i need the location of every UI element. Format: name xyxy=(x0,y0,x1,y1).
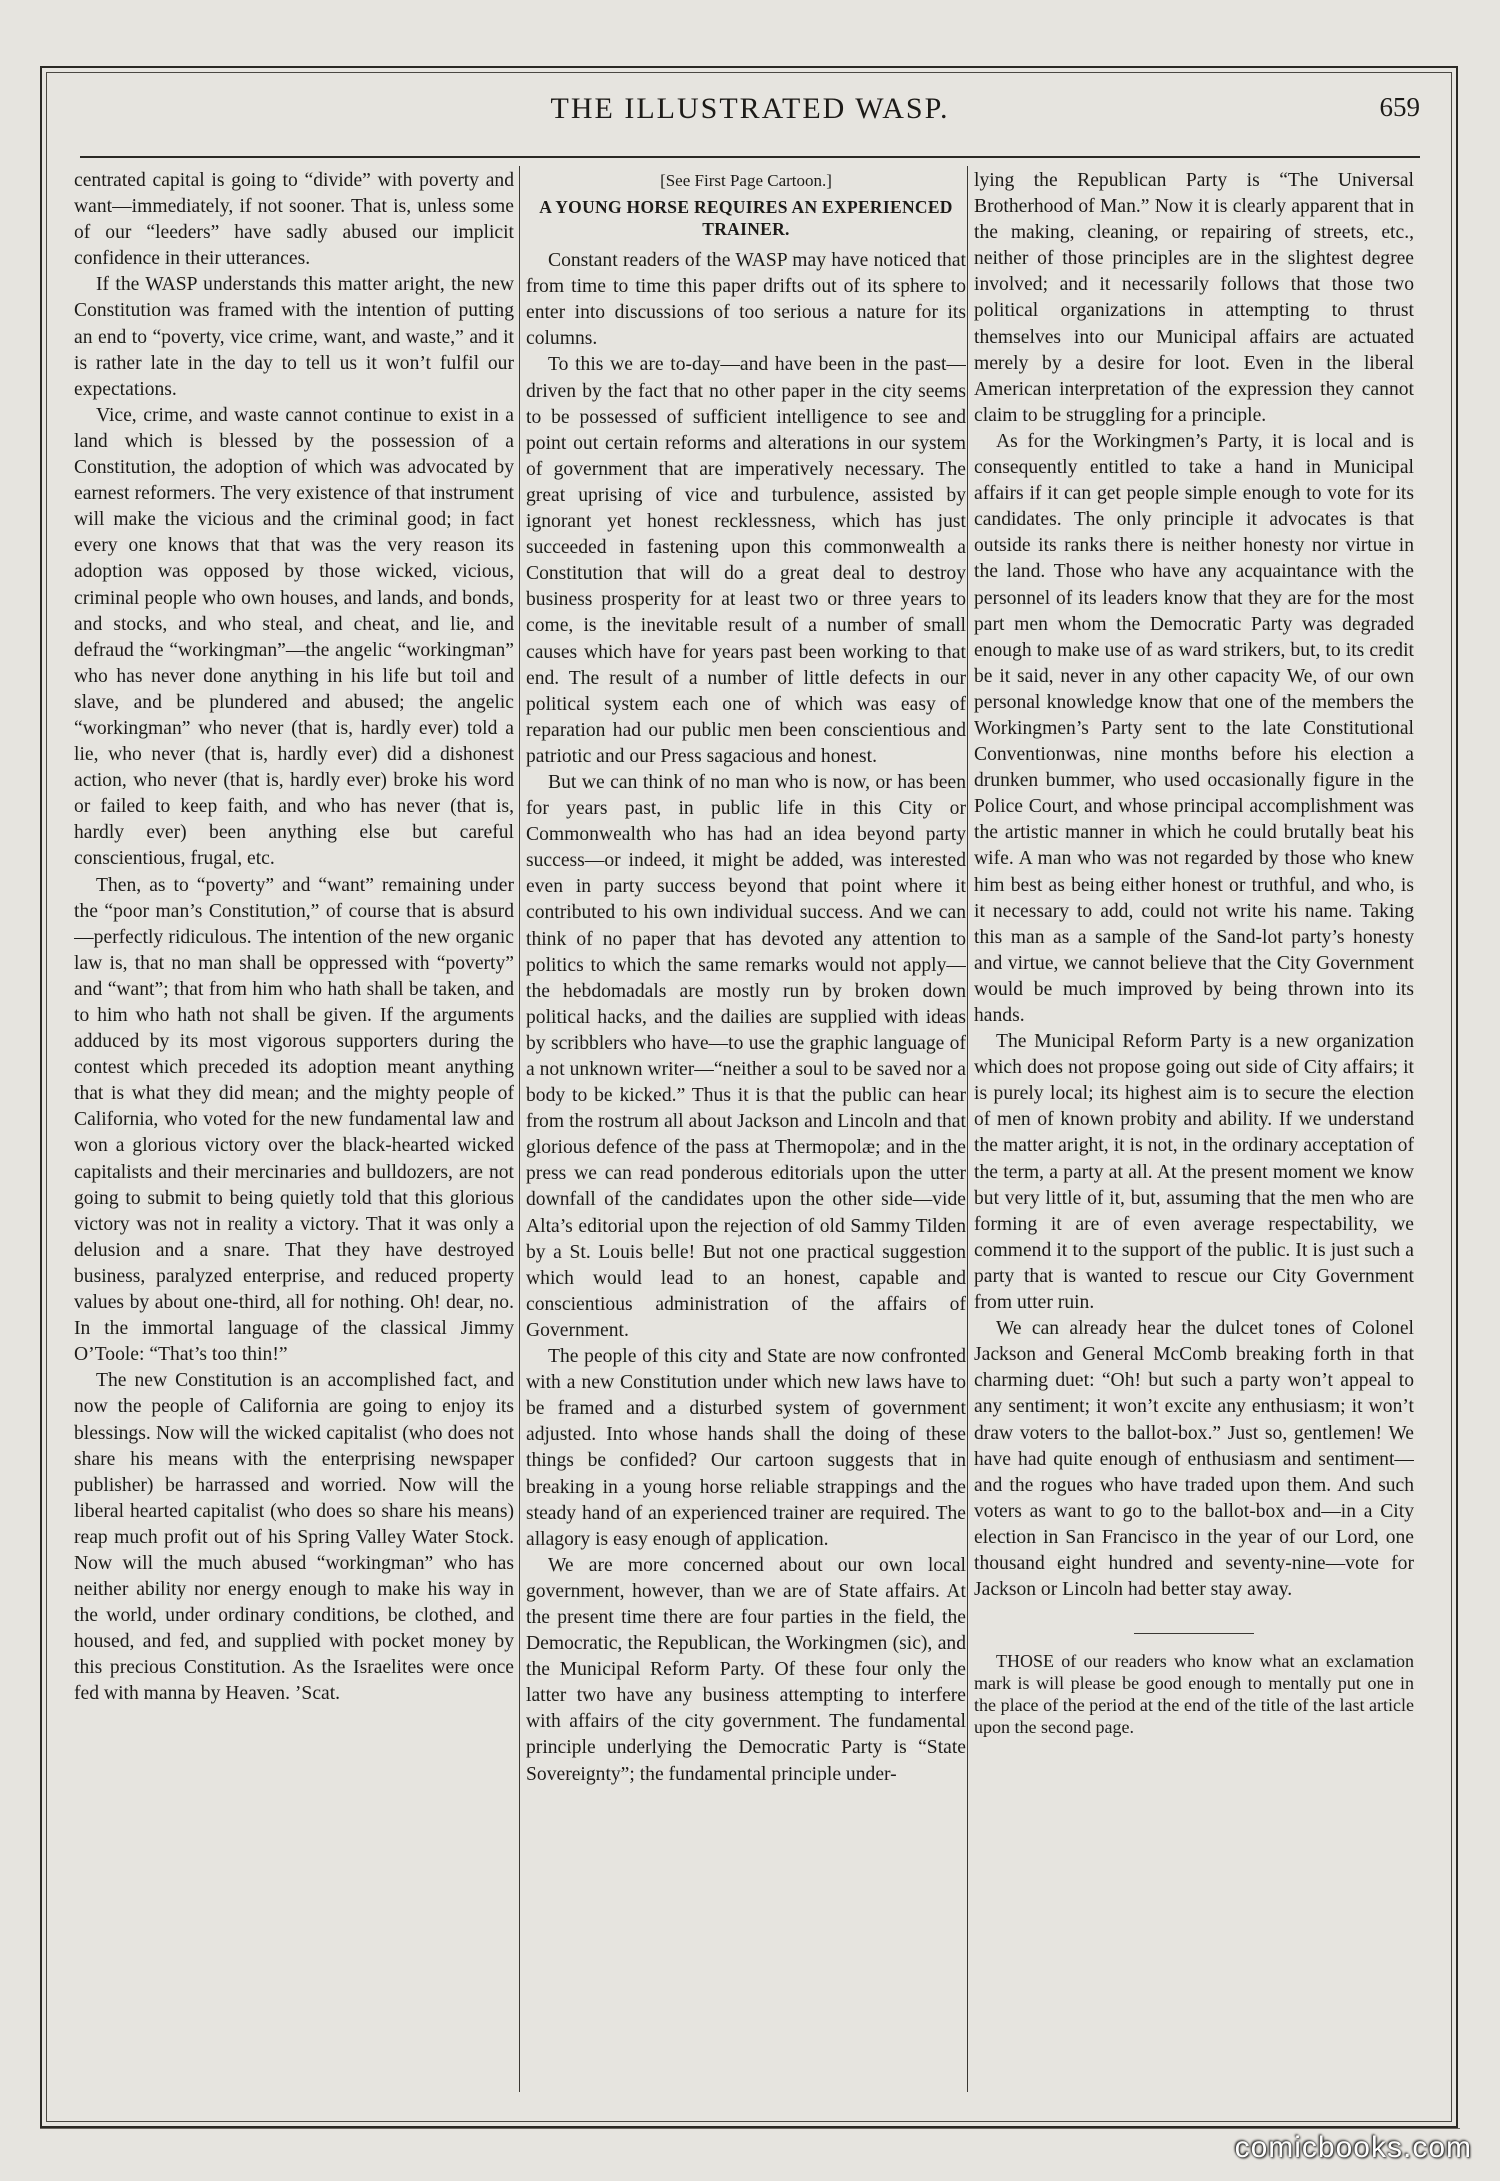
paragraph: We are more concerned about our own local government, however, than we are of State affairs. At the present time there are four parties in the field, the Democratic, the Republican, the Workingmen (sic), and the Municipal Reform Party. Of these four only the latter two have any business attempting to interfere with affairs of the city government. The fundamental principle underlying the Democratic Party is “State Sovereignty”; the fundamental principle under- xyxy=(526,1554,966,1785)
editorial-note: THOSE of our readers who know what an exclamation mark is will please be good enough to mentally put one in the place of the period at the end of the title of the last article upon the second page. xyxy=(974,1651,1414,1738)
paragraph: Then, as to “poverty” and “want” remaining under the “poor man’s Constitution,” of course that is absurd—perfectly ridiculous. The intention of the new organic law is, that no man shall be oppressed with “poverty” and “want”; that from him who hath shall be taken, and to him who hath not shall be given. If the arguments adduced by its most vigorous supporters during the contest which preceded its adoption meant anything that is what they did mean; and the mighty people of California, who voted for the new fundamental law and won a glorious victory over the black-hearted wicked capitalists and their mercinaries and bulldozers, are not going to submit to being quietly told that this glorious victory was not in reality a victory. That it was only a delusion and a snare. That they have destroyed business, paralyzed enterprise, and reduced property values by about one-third, all for nothing. Oh! dear, no. In the immortal language of the classical Jimmy O’Toole: “That’s too thin!” xyxy=(74,874,514,1366)
page-number: 659 xyxy=(1379,92,1420,122)
bottom-rule xyxy=(40,2128,1460,2129)
column-divider-1 xyxy=(519,166,520,2092)
article-headline: A YOUNG HORSE REQUIRES AN EXPERIENCED TRAINER. xyxy=(539,197,953,240)
paragraph: centrated capital is going to “divide” with poverty and want—immediately, if not sooner. That is, unless some of our “leeders” have sadly abused our implicit confidence in their utterances. xyxy=(74,170,514,270)
column-divider-2 xyxy=(967,166,968,2092)
column-2 xyxy=(526,168,966,2088)
publication-title: THE ILLUSTRATED WASP. xyxy=(550,92,950,125)
paragraph: We can already hear the dulcet tones of Colonel Jackson and General McComb breaking forth in that charming duet: “Oh! but such a party won’t appeal to any sentiment; it won’t excite any enthusiasm; it won’t draw voters to the ballot-box.” Just so, gentlemen! We have had quite enough of enthusiasm and sentiment—and the rogues who have traded upon them. And such voters as want to go to the ballot-box and—in a City election in San Francisco in the year of our Lord, one thousand eight hundred and seventy-nine—vote for Jackson or Lincoln had better stay away. xyxy=(974,1318,1414,1601)
column-1 xyxy=(74,168,514,2088)
paragraph: As for the Workingmen’s Party, it is local and is consequently entitled to take a hand in Municipal affairs if it can get people simple enough to vote for its candidates. The only principle it advocates is that outside its ranks there is neither honesty nor virtue in the land. Those who have any acquaintance with the personnel of its leaders know that they are for the most part men whom the Democratic Party was degraded enough to make use of as ward strikers, but, to its credit be it said, never in any other capacity We, of our own personal knowledge know that one of the members the Workingmen’s Party sent to the late Constitutional Conventionwas, nine months before his election a drunken bummer, who used occasionally figure in the Police Court, and whose principal accomplishment was the artistic manner in which he could brutally beat his wife. A man who was not regarded by those who knew him best as being either honest or truthful, and who, is it necessary to add, could not write his name. Taking this man as a sample of the Sand-lot party’s honesty and virtue, we cannot believe that the City Government would be much improved by being thrown into its hands. xyxy=(974,430,1414,1026)
site-watermark: comicbooks.com xyxy=(1234,2131,1472,2164)
paragraph: The new Constitution is an accomplished fact, and now the people of California are going to enjoy its blessings. Now will the wicked capitalist (who does not share his means with the enterprising newspaper publisher) be harrassed and worried. Now will the liberal hearted capitalist (who does so share his means) reap much profit out of his Spring Valley Water Stock. Now will the much abused “workingman” who has neither ability nor energy enough to make his way in the world, under ordinary conditions, be clothed, and housed, and fed, and supplied with pocket money by this precious Constitution. As the Israelites were once fed with manna by Heaven. ’Scat. xyxy=(74,1370,514,1705)
masthead-rule xyxy=(80,156,1420,158)
paragraph: If the WASP understands this matter aright, the new Constitution was framed with the intention of putting an end to “poverty, vice crime, want, and waste,” and it is rather late in the day to tell us it won’t fulfil our expectations. xyxy=(74,274,514,400)
section-divider xyxy=(1134,1633,1254,1634)
paragraph: To this we are to-day—and have been in the past—driven by the fact that no other paper in the city seems to be possessed of sufficient intelligence to see and point out certain reforms and alterations in our system of government that are imperatively necessary. The great uprising of vice and turbulence, assisted by ignorant yet honest recklessness, which has just succeeded in fastening upon this commonwealth a Constitution that will do a great deal to destroy business prosperity for at least two or three years to come, is the inevitable result of a number of small causes which have for years past been working to that end. The result of a number of little defects in our political system each one of which was easy of reparation had our public men been conscientious and patriotic and our Press sagacious and honest. xyxy=(526,354,966,767)
paragraph: lying the Republican Party is “The Universal Brotherhood of Man.” Now it is clearly apparent that in the making, cleaning, or repairing of streets, etc., neither of those principles are in the slightest degree involved; and it necessarily follows that those two political organizations in attempting to thrust themselves into our Municipal affairs are actuated merely by a desire for loot. Even in the liberal American interpretation of the expression they cannot claim to be struggling for a principle. xyxy=(974,170,1414,426)
paragraph: But we can think of no man who is now, or has been for years past, in public life in this City or Commonwealth who has had an idea beyond party success—or indeed, it might be added, was interested even in party success beyond that point where it contributed to his own individual success. And we can think of no paper that has devoted any attention to politics to which the same remarks would not apply—the hebdomadals are mostly run by broken down political hacks, and the dailies are supplied with ideas by scribblers who have—to use the graphic language of a not unknown writer—“neither a soul to be saved nor a body to be kicked.” Thus it is that the public can hear from the rostrum all about Jackson and Lincoln and that glorious defence of the pass at Thermopolæ; and in the press we can read ponderous editorials upon the utter downfall of the candidates upon the other side—vide Alta’s editorial upon the rejection of old Sammy Tilden by a St. Louis belle! But not one practical suggestion which would lead to an honest, capable and conscientious administration of the affairs of Government. xyxy=(526,771,966,1341)
column-3 xyxy=(974,168,1414,2088)
paragraph: The Municipal Reform Party is a new organization which does not propose going out side of City affairs; it is purely local; its highest aim is to secure the election of men of known probity and ability. If we understand the matter aright, it is not, in the ordinary acceptation of the term, a party at all. At the present moment we know but very little of it, but, assuming that the men who are forming it are of even average respectability, we commend it to the support of the public. It is just such a party that is wanted to rescue our City Government from utter ruin. xyxy=(974,1031,1414,1314)
cartoon-reference: [See First Page Cartoon.] xyxy=(660,171,832,190)
paragraph: Constant readers of the WASP may have noticed that from time to time this paper drifts out of its sphere to enter into discussions of too serious a nature for its columns. xyxy=(526,250,966,350)
paragraph: Vice, crime, and waste cannot continue to exist in a land which is blessed by the possession of a Constitution, the adoption of which was advocated by earnest reformers. The very existence of that instrument will make the vicious and the criminal good; in fact every one knows that that was the very reason its adoption was opposed by those wicked, vicious, criminal people who own houses, and lands, and bonds, and stocks, and who steal, and cheat, and lie, and defraud the “workingman”—the angelic “workingman” who has never done anything in his life but toil and slave, and be plundered and abused; the angelic “workingman” who never (that is, hardly ever) told a lie, who never (that is, hardly ever) did a dishonest action, who never (that is, hardly ever) broke his word or failed to keep faith, and who has never (that is, hardly ever) been anything else but careful conscientious, frugal, etc. xyxy=(74,404,514,870)
paragraph: The people of this city and State are now confronted with a new Constitution under which new laws have to be framed and a disturbed system of government adjusted. Into whose hands shall the doing of these things be confided? Our cartoon suggests that in breaking in a young horse reliable strappings and the steady hand of an experienced trainer are required. The allagory is easy enough of application. xyxy=(526,1346,966,1550)
masthead xyxy=(80,92,1420,132)
